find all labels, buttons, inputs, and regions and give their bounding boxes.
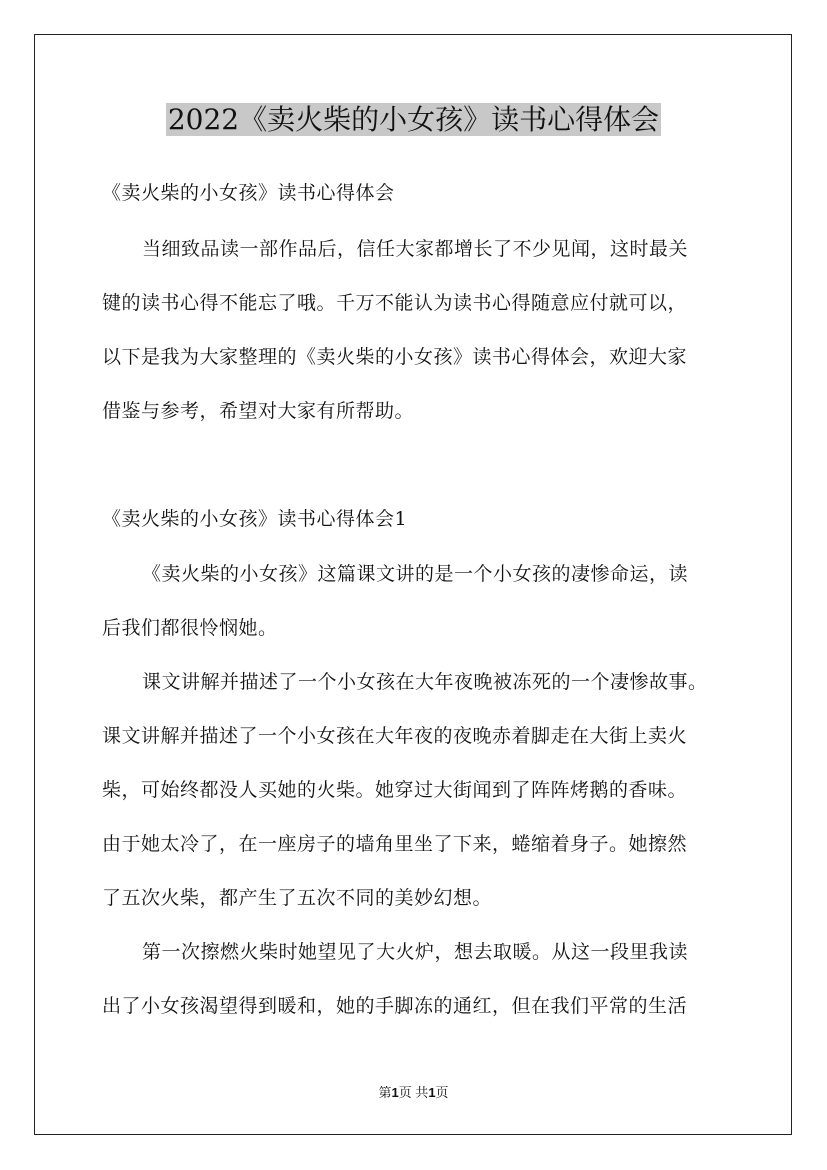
paragraph-line: 借鉴与参考，希望对大家有所帮助。 — [102, 400, 415, 422]
page-footer — [0, 1084, 827, 1102]
footer-page-suffix: 页 — [435, 1085, 449, 1100]
footer-total-pages: 1 — [428, 1085, 436, 1100]
paragraph-line: 以下是我为大家整理的《卖火柴的小女孩》读书心得体会，欢迎大家 — [102, 346, 688, 368]
paragraph-line: 出了小女孩渴望得到暖和，她的手脚冻的通红，但在我们平常的生活 — [102, 995, 688, 1017]
paragraph-line: 课文讲解并描述了一个小女孩在大年夜的夜晚赤着脚走在大街上卖火 — [102, 725, 688, 747]
section-heading-intro: 《卖火柴的小女孩》读书心得体会 — [102, 182, 395, 204]
paragraph-line: 《卖火柴的小女孩》这篇课文讲的是一个小女孩的凄惨命运，读 — [142, 563, 689, 585]
section-heading-1: 《卖火柴的小女孩》读书心得体会1 — [102, 508, 408, 530]
paragraph-line: 当细致品读一部作品后，信任大家都增长了不少见闻，这时最关 — [142, 238, 689, 260]
paragraph-line: 柴，可始终都没人买她的火柴。她穿过大街闻到了阵阵烤鹅的香味。 — [102, 779, 688, 801]
paragraph-line: 键的读书心得不能忘了哦。千万不能认为读书心得随意应付就可以， — [102, 292, 688, 314]
footer-page-mid: 页 共 — [398, 1085, 429, 1100]
paragraph-line: 课文讲解并描述了一个小女孩在大年夜晚被冻死的一个凄惨故事。 — [142, 671, 708, 693]
paragraph-line: 第一次擦燃火柴时她望见了大火炉，想去取暖。从这一段里我读 — [142, 941, 689, 963]
document-title — [0, 100, 827, 140]
document-title-text: 2022《卖火柴的小女孩》读书心得体会 — [167, 103, 660, 136]
footer-page-prefix: 第 — [378, 1085, 392, 1100]
footer-page-number: 1 — [391, 1085, 399, 1100]
paragraph-line: 了五次火柴，都产生了五次不同的美妙幻想。 — [102, 887, 493, 909]
paragraph-line: 后我们都很怜悯她。 — [102, 617, 278, 639]
paragraph-line: 由于她太冷了，在一座房子的墙角里坐了下来，蜷缩着身子。她擦然 — [102, 833, 688, 855]
